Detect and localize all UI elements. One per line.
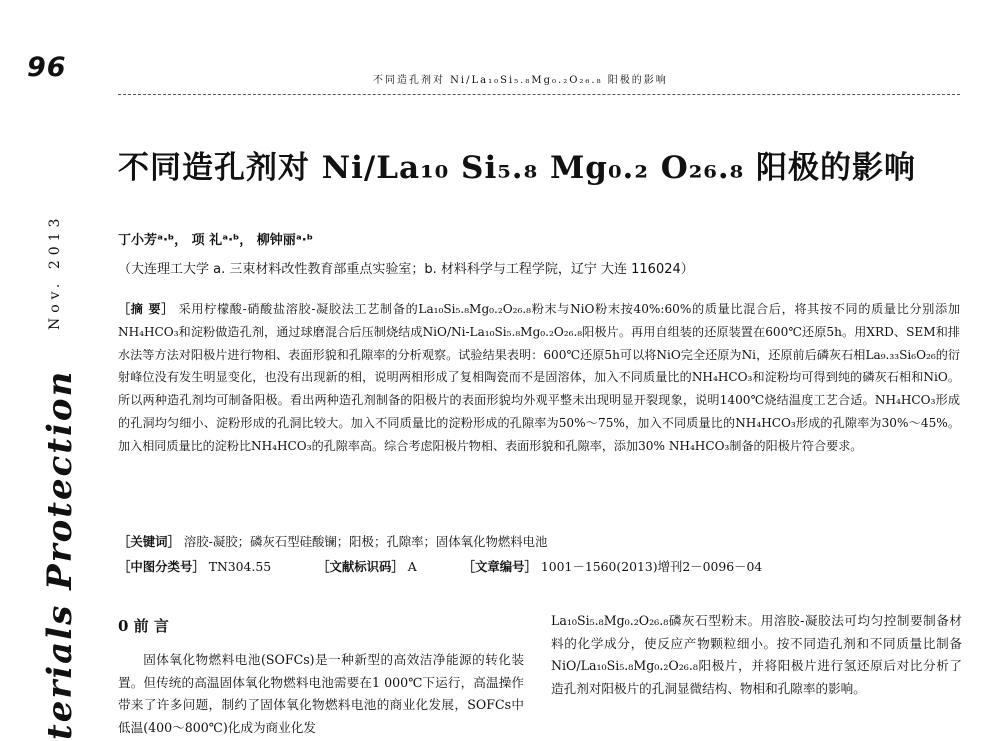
- abstract: [118, 298, 960, 458]
- article-no-value: 1001－1560(2013)增刊2－0096－04: [540, 559, 763, 574]
- classification-row: [118, 557, 762, 575]
- side-journal-title: terials Protection: [40, 369, 80, 740]
- doc-code-value: A: [407, 559, 417, 574]
- doc-code-label: ［文献标识码］: [317, 559, 404, 574]
- section-heading: 0 前 言: [118, 617, 169, 635]
- article-no-label: ［文章编号］: [462, 559, 537, 574]
- abstract-label: ［摘 要］: [118, 302, 175, 316]
- keywords-label: ［关键词］: [118, 534, 180, 549]
- affiliation: （大连理工大学 a. 三束材料改性教育部重点实验室；b. 材料科学与工程学院，辽宁 大连 116024）: [118, 262, 694, 277]
- clc-value: TN304.55: [208, 559, 272, 574]
- body-left-column: 固体氧化物燃料电池(SOFCs)是一种新型的高效洁净能源的转化装置。但传统的高温固体氧化物燃料电池需要在1 000℃下运行，高温操作带来了许多问题，制约了固体氧化物燃料电池的商业化发展，SOFCs中低温(400～800℃)化成为商业化发: [118, 652, 524, 735]
- running-header: 不同造孔剂对 Ni/La₁₀Si₅.₈Mg₀.₂O₂₆.₈ 阳极的影响: [373, 75, 668, 86]
- body-right-column: La₁₀Si₅.₈Mg₀.₂O₂₆.₈磷灰石型粉末。用溶胶-凝胶法可均匀控制要制备材料的化学成分，使反应产物颗粒细小。按不同造孔剂和不同质量比制备NiO/La₁₀Si₅.₈Mg₀.₂O₂₆.₈阳极片，并将阳极片进行氢还原后对比分析了造孔剂对阳极片的孔洞显微结构、物相和孔隙率的影响。: [551, 613, 962, 696]
- keywords-row: [118, 532, 547, 550]
- page-number: 96: [27, 52, 67, 83]
- article-title: 不同造孔剂对 Ni/La₁₀ Si₅.₈ Mg₀.₂ O₂₆.₈ 阳极的影响: [118, 150, 917, 186]
- header-divider: [118, 94, 960, 95]
- clc-label: ［中图分类号］: [118, 559, 205, 574]
- keywords-text: 溶胶-凝胶；磷灰石型硅酸镧；阳极；孔隙率；固体氧化物燃料电池: [183, 534, 548, 549]
- authors: 丁小芳ᵃ·ᵇ， 项 礼ᵃ·ᵇ， 柳钟丽ᵃ·ᵇ: [118, 233, 313, 248]
- abstract-text: 采用柠檬酸-硝酸盐溶胶-凝胶法工艺制备的La₁₀Si₅.₈Mg₀.₂O₂₆.₈粉末与NiO粉末按40%:60%的质量比混合后，将其按不同的质量比分别添加NH₄HCO₃和淀粉做造孔剂，通过球磨混合后压制烧结成NiO/Ni-La₁₀Si₅.₈Mg₀.₂O₂₆.₈阳极片。再用自组装的还原装置在600℃还原5h。用XRD、SEM和排水法等方法对阳极片进行物相、表面形貌和孔隙率的分析观察。试验结果表明：600℃还原5h可以将NiO完全还原为Ni，还原前后磷灰石相La₉.₃₃Si₆O₂₆的衍射峰位没有发生明显变化，也没有出现新的相，说明两相形成了复相陶瓷而不是固溶体，加入不同质量比的NH₄HCO₃和淀粉均可得到纯的磷灰石相和NiO。所以两种造孔剂均可制备阳极。看出两种造孔剂制备的阳极片的表面形貌均外观平整未出现明显开裂现象，说明1400℃烧结温度工艺合适。NH₄HCO₃形成的孔洞均匀细小、淀粉形成的孔洞比较大。加入不同质量比的淀粉形成的孔隙率为50%～75%，加入不同质量比的NH₄HCO₃形成的孔隙率为30%～45%。加入相同质量比的淀粉比NH₄HCO₃的孔隙率高。综合考虑阳极片物相、表面形貌和孔隙率，添加30% NH₄HCO₃制备的阳极片符合要求。: [118, 302, 960, 453]
- side-date: Nov. 2013: [47, 213, 63, 330]
